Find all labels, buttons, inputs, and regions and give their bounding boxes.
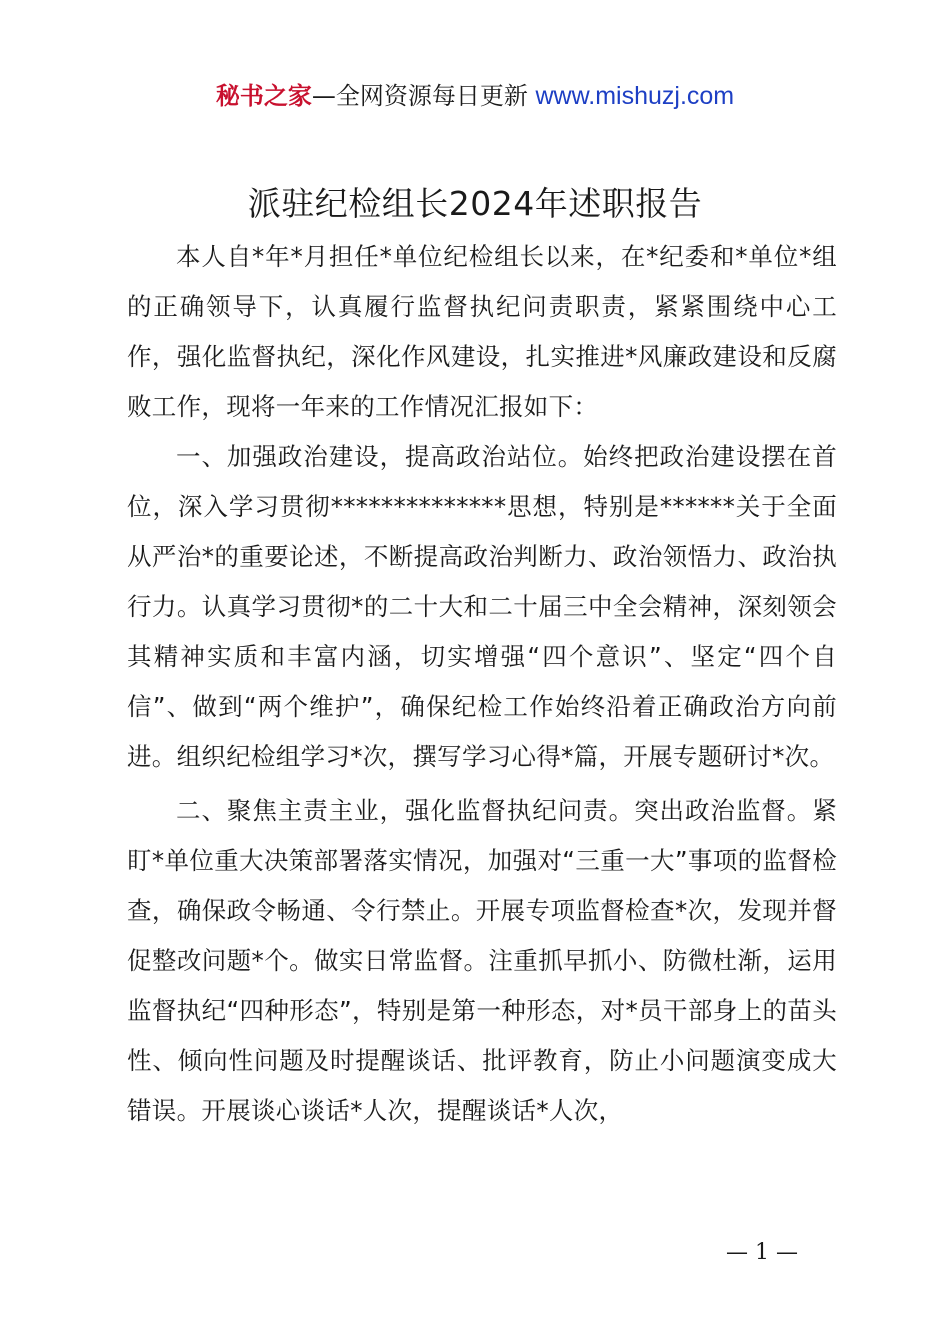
site-header bbox=[0, 80, 950, 112]
section-one-paragraph: 一、加强政治建设，提高政治站位。始终把政治建设摆在首位，深入学习贯彻**************思想，特别是******关于全面从严治*的重要论述，不断提高政治判断力、政治领悟力、政治执行力。认真学习贯彻*的二十大和二十届三中全会精神，深刻领会其精神实质和丰富内涵，切实增强“四个意识”、坚定“四个自信”、做到“两个维护”，确保纪检工作始终沿着正确政治方向前进。组织纪检组学习*次，撰写学习心得*篇，开展专题研讨*次。 bbox=[127, 442, 837, 771]
intro-paragraph: 本人自*年*月担任*单位纪检组长以来，在*纪委和*单位*组的正确领导下，认真履行监督执纪问责职责，紧紧围绕中心工作，强化监督执纪，深化作风建设，扎实推进*风廉政建设和反腐败工作，现将一年来的工作情况汇报如下： bbox=[127, 242, 837, 421]
site-brand: 秘书之家 bbox=[215, 82, 312, 110]
site-url-link[interactable]: www.mishuzj.com bbox=[535, 82, 735, 110]
site-tagline: —全网资源每日更新 bbox=[311, 82, 528, 110]
page-number: — 1 — bbox=[726, 1240, 798, 1265]
document-body bbox=[127, 232, 837, 1136]
section-two-paragraph: 二、聚焦主责主业，强化监督执纪问责。突出政治监督。紧盯*单位重大决策部署落实情况，加强对“三重一大”事项的监督检查，确保政令畅通、令行禁止。开展专项监督检查*次，发现并督促整改问题*个。做实日常监督。注重抓早抓小、防微杜渐，运用监督执纪“四种形态”，特别是第一种形态，对*员干部身上的苗头性、倾向性问题及时提醒谈话、批评教育，防止小问题演变成大错误。开展谈心谈话*人次，提醒谈话*人次， bbox=[127, 796, 837, 1125]
document-title: 派驻纪检组长2024年述职报告 bbox=[247, 184, 703, 223]
